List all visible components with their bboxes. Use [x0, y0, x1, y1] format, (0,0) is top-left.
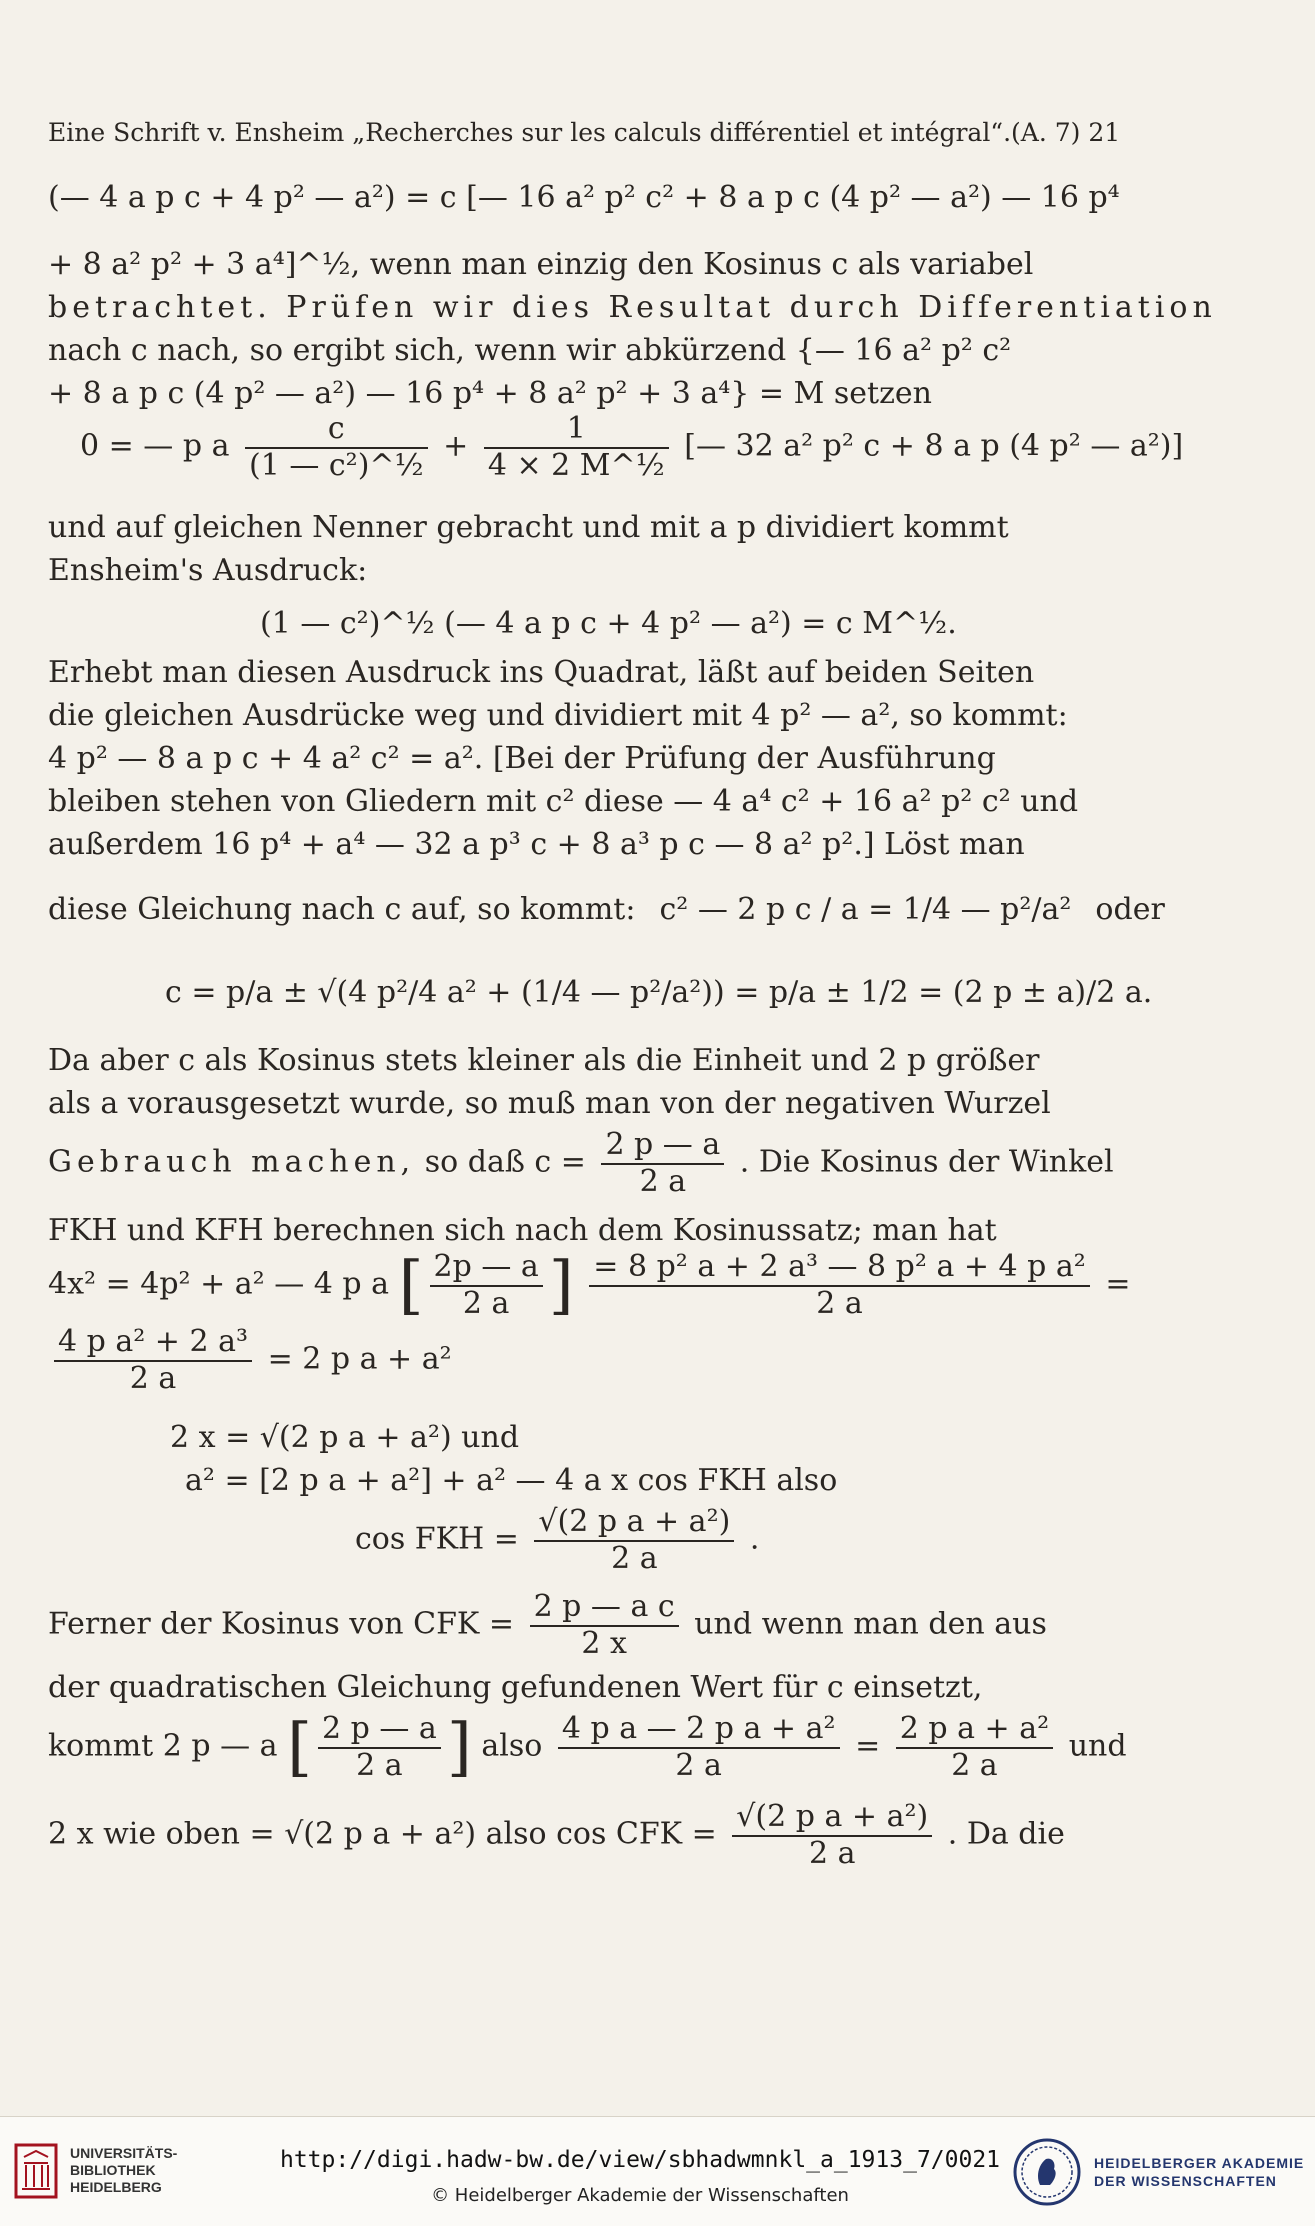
fraction-numerator: 4 p a² + 2 a³: [54, 1325, 252, 1362]
fraction-numerator: 2 p — a c: [530, 1590, 679, 1627]
eq-lhs: 0 = — p a: [80, 428, 230, 464]
fraction-numerator: √(2 p a + a²): [534, 1505, 734, 1542]
eq-lhs: 4x² = 4p² + a² — 4 p a: [48, 1266, 390, 1302]
running-header-title: Eine Schrift v. Ensheim „Recherches sur les calculs différentiel et intégral“.: [48, 118, 1012, 147]
university-library-name: [70, 2145, 177, 2195]
text-line: (— 4 a p c + 4 p² — a²) = c [— 16 a² p² c² + 8 a p c (4 p² — a²) — 16 p⁴: [48, 180, 1120, 215]
fraction: [558, 1712, 840, 1783]
text-line-with-fraction: [48, 1127, 1114, 1199]
ub-line: BIBLIOTHEK: [70, 2161, 156, 2178]
text-segment: . Die Kosinus der Winkel: [739, 1144, 1114, 1180]
text-line-content: betrachtet. Prüfen wir dies Resultat durch Differentiation: [48, 290, 1217, 325]
text-line: als a vorausgesetzt wurde, so muß man von der negativen Wurzel: [48, 1086, 1051, 1121]
text-segment: oder: [1095, 892, 1165, 927]
fraction-numerator: 2 p a + a²: [896, 1712, 1053, 1749]
text-line: und auf gleichen Nenner gebracht und mit a p dividiert kommt: [48, 510, 1009, 545]
fraction: [318, 1712, 441, 1783]
fraction-numerator: √(2 p a + a²): [732, 1800, 932, 1837]
equation-ensheim: (1 — c²)^½ (— 4 a p c + 4 p² — a²) = c M^½.: [260, 606, 957, 641]
running-header: [48, 118, 1121, 147]
fraction-denominator: 2 a: [462, 1285, 510, 1321]
equals-sign: =: [855, 1728, 881, 1764]
equation-continuation: [48, 1325, 1068, 1396]
text-line-with-fraction: [48, 1800, 1068, 1871]
page-number: (A. 7) 21: [1011, 118, 1121, 147]
text-line: nach c nach, so ergibt sich, wenn wir abkürzend {— 16 a² p² c²: [48, 333, 1012, 368]
text-line: die gleichen Ausdrücke weg und dividiert mit 4 p² — a², so kommt:: [48, 698, 1068, 733]
fraction-numerator: 1: [484, 412, 669, 449]
text-segment: Ferner der Kosinus von CFK =: [48, 1606, 515, 1642]
bracket-close: ]: [446, 1710, 472, 1785]
eq-end: =: [1105, 1266, 1131, 1302]
text-segment: . Da die: [947, 1816, 1065, 1852]
fraction: [245, 412, 428, 483]
text-segment: 2 x wie oben = √(2 p a + a²) also cos CFK =: [48, 1816, 717, 1852]
text-line: [48, 290, 1217, 325]
equation-cosine-law: [48, 1248, 1131, 1323]
fraction-denominator: (1 — c²)^½: [249, 447, 424, 483]
permalink-url[interactable]: http://digi.hadw-bw.de/view/sbhadwmnkl_a_1913_7/0021: [279, 2147, 1001, 2173]
fraction-denominator: 2 a: [639, 1163, 687, 1199]
digitization-footer: [0, 2116, 1315, 2226]
fraction: [430, 1250, 543, 1321]
copyright-notice: © Heidelberger Akademie der Wissenschaften: [431, 2185, 849, 2206]
text-segment: kommt 2 p — a: [48, 1728, 278, 1764]
equation-cos-fkh: [355, 1505, 1315, 1576]
text-line: außerdem 16 p⁴ + a⁴ — 32 a p³ c + 8 a³ p c — 8 a² p².] Löst man: [48, 827, 1025, 862]
text-line: Erhebt man diesen Ausdruck ins Quadrat, läßt auf beiden Seiten: [48, 655, 1035, 690]
eq-rhs: = 2 p a + a²: [267, 1341, 452, 1377]
fraction-denominator: 2 a: [129, 1360, 177, 1396]
text-line: 4 p² — 8 a p c + 4 a² c² = a². [Bei der Prüfung der Ausführung: [48, 741, 996, 776]
academy-name: [1094, 2155, 1304, 2190]
fraction-denominator: 2 a: [816, 1285, 863, 1321]
academy-seal-icon: [1012, 2137, 1082, 2207]
equation-differentiation: [80, 411, 1184, 483]
text-segment: so daß c =: [424, 1144, 586, 1180]
spaced-text: Gebrauch machen,: [48, 1144, 416, 1180]
fraction: [732, 1800, 932, 1871]
ub-line: HEIDELBERG: [70, 2178, 162, 2195]
plus-sign: +: [443, 428, 469, 464]
fraction: [589, 1250, 1090, 1321]
text-line: bleiben stehen von Gliedern mit c² diese — 4 a⁴ c² + 16 a² p² c² und: [48, 784, 1079, 819]
fraction-numerator: = 8 p² a + 2 a³ — 8 p² a + 4 p a²: [589, 1250, 1090, 1287]
text-segment: und wenn man den aus: [694, 1606, 1047, 1642]
fraction: [534, 1505, 734, 1576]
fraction-numerator: 2p — a: [430, 1250, 543, 1287]
text-line: Ensheim's Ausdruck:: [48, 553, 368, 588]
text-line: der quadratischen Gleichung gefundenen Wert für c einsetzt,: [48, 1670, 983, 1705]
fraction: [896, 1712, 1053, 1783]
text-line-with-fraction: [48, 1590, 1068, 1661]
fraction: [530, 1590, 679, 1661]
university-library-logo-icon: [14, 2143, 58, 2199]
fraction-numerator: 2 p — a: [601, 1128, 724, 1165]
bracket-open: [: [287, 1710, 313, 1785]
period: .: [749, 1521, 760, 1557]
fraction-denominator: 2 a: [356, 1747, 403, 1783]
fraction: [54, 1325, 252, 1396]
fraction-numerator: 4 p a — 2 p a + a²: [558, 1712, 840, 1749]
equation-2x: 2 x = √(2 p a + a²) und: [170, 1420, 520, 1455]
ub-line: UNIVERSITÄTS-: [70, 2145, 178, 2161]
academy-line: HEIDELBERGER AKADEMIE: [1094, 2155, 1305, 2171]
fraction-denominator: 2 a: [675, 1747, 722, 1783]
bracket-close: ]: [548, 1248, 574, 1323]
academy-line: DER WISSENSCHAFTEN: [1094, 2172, 1277, 2189]
text-line: Da aber c als Kosinus stets kleiner als die Einheit und 2 p größer: [48, 1043, 1040, 1078]
bracket-open: [: [398, 1248, 424, 1323]
eq-lhs: cos FKH =: [355, 1521, 519, 1557]
fraction-denominator: 2 x: [581, 1625, 627, 1661]
text-line-with-fractions: [48, 1710, 1127, 1785]
text-line: FKH und KFH berechnen sich nach dem Kosinussatz; man hat: [48, 1213, 997, 1248]
inline-equation: c² — 2 p c / a = 1/4 — p²/a²: [659, 892, 1072, 927]
text-segment: diese Gleichung nach c auf, so kommt:: [48, 892, 636, 927]
fraction: [484, 412, 669, 483]
fraction-denominator: 2 a: [951, 1747, 998, 1783]
text-segment: und: [1068, 1728, 1127, 1764]
fraction-numerator: c: [245, 412, 428, 449]
text-segment: also: [481, 1728, 543, 1764]
fraction-denominator: 4 × 2 M^½: [487, 447, 665, 483]
fraction-denominator: 2 a: [611, 1540, 658, 1576]
fraction-denominator: 2 a: [808, 1835, 856, 1871]
text-line: + 8 a p c (4 p² — a²) — 16 p⁴ + 8 a² p² + 3 a⁴} = M setzen: [48, 376, 932, 411]
eq-rhs: [— 32 a² p² c + 8 a p (4 p² — a²)]: [684, 428, 1184, 464]
text-line-with-equation: [48, 892, 1165, 927]
equation-solution: c = p/a ± √(4 p²/4 a² + (1/4 — p²/a²)) = p/a ± 1/2 = (2 p ± a)/2 a.: [165, 975, 1153, 1010]
fraction-numerator: 2 p — a: [318, 1712, 441, 1749]
fraction: [601, 1128, 724, 1199]
text-line: + 8 a² p² + 3 a⁴]^½, wenn man einzig den Kosinus c als variabel: [48, 247, 1034, 282]
equation-a-squared: a² = [2 p a + a²] + a² — 4 a x cos FKH also: [185, 1463, 838, 1498]
